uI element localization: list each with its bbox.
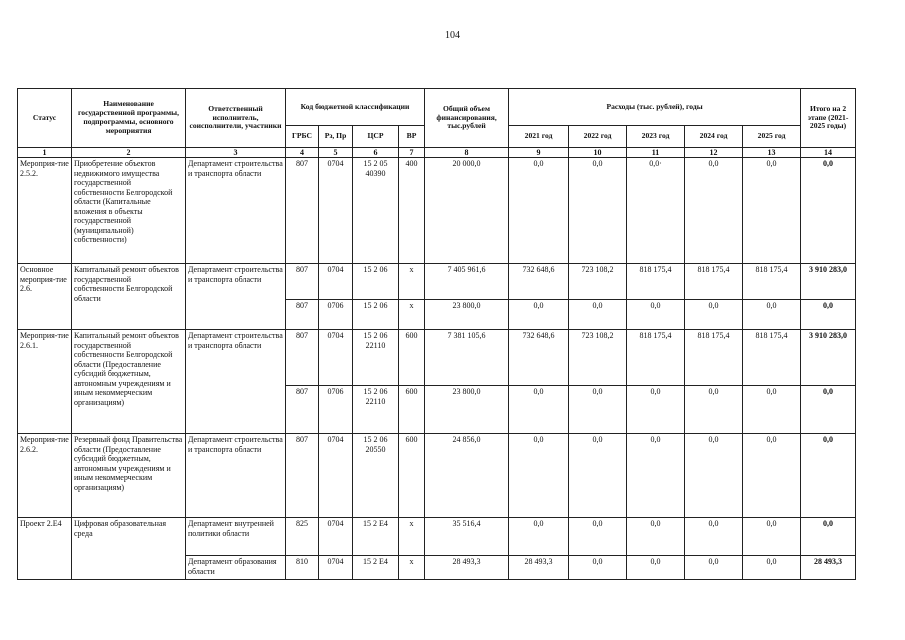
cell-2024: 0,0 [685, 300, 743, 330]
budget-table [17, 88, 856, 580]
row-executor: Департамент образования области [186, 556, 286, 580]
column-number: 11 [627, 148, 685, 158]
header-year-2021: 2021 год [509, 126, 569, 148]
cell-vr: х [399, 300, 425, 330]
cell-vr: х [399, 518, 425, 556]
header-name: Наименование государственной программы, подпрограммы, основного мероприятия [72, 89, 186, 148]
header-grbs: ГРБС [286, 126, 319, 148]
cell-total: 28 493,3 [425, 556, 509, 580]
row-executor: Департамент строительства и транспорта области [186, 264, 286, 330]
cell-2024: 0,0 [685, 556, 743, 580]
cell-2025: 0,0 [743, 158, 801, 264]
cell-grbs: 807 [286, 300, 319, 330]
cell-stage-total: 3 910 283,0 [801, 330, 856, 386]
row-name: Цифровая образовательная среда [72, 518, 186, 580]
cell-csr: 15 2 Е4 [353, 518, 399, 556]
cell-2021: 28 493,3 [509, 556, 569, 580]
cell-vr: 600 [399, 386, 425, 434]
cell-rzpr: 0704 [319, 264, 353, 300]
cell-2025: 0,0 [743, 300, 801, 330]
header-status: Статус [18, 89, 72, 148]
cell-2022: 0,0 [569, 300, 627, 330]
cell-2022: 0,0 [569, 556, 627, 580]
cell-vr: х [399, 264, 425, 300]
cell-rzpr: 0706 [319, 300, 353, 330]
cell-2025: 818 175,4 [743, 264, 801, 300]
cell-2024: 0,0 [685, 434, 743, 518]
cell-rzpr: 0704 [319, 330, 353, 386]
row-name: Приобретение объектов недвижимого имущества государственной собственности Белгородской области (Капитальные вложения в объекты государственной (муниципальной) собственности) [72, 158, 186, 264]
header-year-2023: 2023 год [627, 126, 685, 148]
cell-rzpr: 0704 [319, 518, 353, 556]
cell-stage-total: 0,0 [801, 518, 856, 556]
cell-2023: 0,0 [627, 434, 685, 518]
row-name: Капитальный ремонт объектов государственной собственности Белгородской области (Предоставление субсидий бюджетным, автономным учреждениям и иным некоммерческим организациям) [72, 330, 186, 434]
cell-grbs: 825 [286, 518, 319, 556]
column-number: 7 [399, 148, 425, 158]
cell-stage-total: 0,0 [801, 434, 856, 518]
table-row [18, 434, 856, 518]
row-status: Мероприя-тие 2.6.2. [18, 434, 72, 518]
header-year-2022: 2022 год [569, 126, 627, 148]
header-budget-code: Код бюджетной классификации [286, 89, 425, 126]
cell-2023: 0,0 [627, 518, 685, 556]
row-executor: Департамент строительства и транспорта области [186, 330, 286, 434]
cell-stage-total: 0,0 [801, 158, 856, 264]
cell-grbs: 810 [286, 556, 319, 580]
cell-2025: 0,0 [743, 386, 801, 434]
cell-2024: 0,0 [685, 518, 743, 556]
cell-total: 7 405 961,6 [425, 264, 509, 300]
row-name: Капитальный ремонт объектов государственной собственности Белгородской области [72, 264, 186, 330]
header-stage-total: Итого на 2 этапе (2021-2025 годы) [801, 89, 856, 148]
cell-2022: 723 108,2 [569, 264, 627, 300]
column-number: 6 [353, 148, 399, 158]
column-number: 8 [425, 148, 509, 158]
column-number: 12 [685, 148, 743, 158]
cell-grbs: 807 [286, 158, 319, 264]
cell-csr: 15 2 Е4 [353, 556, 399, 580]
header-expenses: Расходы (тыс. рублей), годы [509, 89, 801, 126]
cell-rzpr: 0704 [319, 158, 353, 264]
cell-2021: 0,0 [509, 386, 569, 434]
column-number: 10 [569, 148, 627, 158]
column-number: 14 [801, 148, 856, 158]
row-name: Резервный фонд Правительства области (Предоставление субсидий бюджетным, автономным учреждениям и иным некоммерческим организациям) [72, 434, 186, 518]
cell-2025: 0,0 [743, 518, 801, 556]
column-number: 3 [186, 148, 286, 158]
cell-rzpr: 0704 [319, 556, 353, 580]
cell-2022: 723 108,2 [569, 330, 627, 386]
header-rzpr: Рз, Пр [319, 126, 353, 148]
cell-2021: 732 648,6 [509, 264, 569, 300]
cell-stage-total: 0,0 [801, 386, 856, 434]
cell-2022: 0,0 [569, 434, 627, 518]
cell-2021: 0,0 [509, 158, 569, 264]
cell-vr: х [399, 556, 425, 580]
header-total-volume: Общий объем финансирования, тыс.рублей [425, 89, 509, 148]
column-number: 9 [509, 148, 569, 158]
cell-total: 23 800,0 [425, 386, 509, 434]
cell-2024: 818 175,4 [685, 264, 743, 300]
cell-2023: 0,0 [627, 556, 685, 580]
row-status: Основное мероприя-тие 2.6. [18, 264, 72, 330]
row-status: Проект 2.Е4 [18, 518, 72, 580]
cell-vr: 600 [399, 330, 425, 386]
column-number: 2 [72, 148, 186, 158]
column-number: 1 [18, 148, 72, 158]
header-csr: ЦСР [353, 126, 399, 148]
cell-vr: 600 [399, 434, 425, 518]
cell-vr: 400 [399, 158, 425, 264]
header-year-2024: 2024 год [685, 126, 743, 148]
cell-2025: 0,0 [743, 434, 801, 518]
header-year-2025: 2025 год [743, 126, 801, 148]
cell-2024: 0,0 [685, 158, 743, 264]
cell-2022: 0,0 [569, 158, 627, 264]
cell-csr: 15 2 06 [353, 300, 399, 330]
cell-2023: 0,0· [627, 158, 685, 264]
cell-grbs: 807 [286, 264, 319, 300]
cell-total: 23 800,0 [425, 300, 509, 330]
page-number: 104 [445, 30, 460, 41]
cell-2022: 0,0 [569, 518, 627, 556]
header-vr: ВР [399, 126, 425, 148]
cell-csr: 15 2 06 20550 [353, 434, 399, 518]
table-row [18, 158, 856, 264]
cell-2021: 0,0 [509, 434, 569, 518]
cell-stage-total: 0,0 [801, 300, 856, 330]
cell-2023: 818 175,4 [627, 330, 685, 386]
cell-2022: 0,0 [569, 386, 627, 434]
cell-2021: 732 648,6 [509, 330, 569, 386]
cell-2023: 818 175,4 [627, 264, 685, 300]
cell-total: 20 000,0 [425, 158, 509, 264]
cell-grbs: 807 [286, 386, 319, 434]
row-executor: Департамент строительства и транспорта области [186, 434, 286, 518]
row-executor: Департамент внутренней политики области [186, 518, 286, 556]
cell-2023: 0,0 [627, 386, 685, 434]
table-row [18, 264, 856, 300]
row-status: Мероприя-тие 2.5.2. [18, 158, 72, 264]
row-executor: Департамент строительства и транспорта области [186, 158, 286, 264]
cell-2023: 0,0 [627, 300, 685, 330]
table-row [18, 330, 856, 386]
cell-csr: 15 2 06 [353, 264, 399, 300]
cell-2021: 0,0 [509, 300, 569, 330]
cell-2025: 0,0 [743, 556, 801, 580]
column-numbers-row [18, 148, 856, 158]
column-number: 4 [286, 148, 319, 158]
column-number: 13 [743, 148, 801, 158]
cell-total: 35 516,4 [425, 518, 509, 556]
cell-stage-total: 28 493,3 [801, 556, 856, 580]
cell-csr: 15 2 05 40390 [353, 158, 399, 264]
header-executor: Ответственный исполнитель, соисполнители, участники [186, 89, 286, 148]
cell-2021: 0,0 [509, 518, 569, 556]
cell-2024: 0,0 [685, 386, 743, 434]
cell-csr: 15 2 06 22110 [353, 330, 399, 386]
cell-2024: 818 175,4 [685, 330, 743, 386]
cell-grbs: 807 [286, 330, 319, 386]
row-status: Мероприя-тие 2.6.1. [18, 330, 72, 434]
table-row [18, 518, 856, 556]
cell-csr: 15 2 06 22110 [353, 386, 399, 434]
cell-rzpr: 0706 [319, 386, 353, 434]
column-number: 5 [319, 148, 353, 158]
cell-total: 24 856,0 [425, 434, 509, 518]
cell-stage-total: 3 910 283,0 [801, 264, 856, 300]
cell-total: 7 381 105,6 [425, 330, 509, 386]
cell-rzpr: 0704 [319, 434, 353, 518]
cell-2025: 818 175,4 [743, 330, 801, 386]
cell-grbs: 807 [286, 434, 319, 518]
